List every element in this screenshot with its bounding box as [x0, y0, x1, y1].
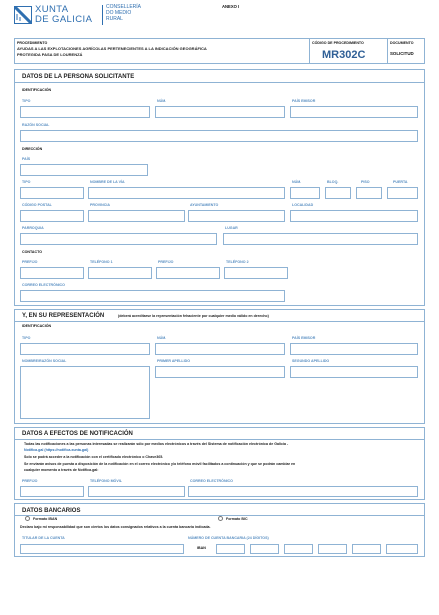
iban-group-2[interactable]	[250, 544, 279, 554]
dept-text-3: RURAL	[106, 16, 123, 22]
via-tipo-field[interactable]	[20, 187, 84, 199]
notification-line-4: Se enviarán avisos de puesta a disposición de la notificación en el correo electrónico y/o teléfono móvil facilitados a continuación y que se podrán cambiar en	[24, 462, 296, 466]
notification-line-2[interactable]: Notifica.gal (https://notifica.xunta.gal)	[24, 448, 89, 452]
nombre-via-field[interactable]	[88, 187, 285, 199]
titular-field[interactable]	[20, 544, 184, 554]
bloq-field[interactable]	[325, 187, 351, 199]
rep-num-label: NÚM.	[157, 336, 167, 340]
annex-label: ANEXO I	[222, 4, 240, 9]
logo-divider	[102, 5, 103, 25]
pais-label: PAÍS	[22, 157, 31, 161]
procedure-title-1: AYUDAS A LAS EXPLOTACIONES AGRÍCOLAS PERTENECIENTES A LA INDICACIÓN GEOGRÁFICA	[17, 46, 207, 51]
via-num-label: NÚM.	[292, 180, 302, 184]
rep-nombre-label: NOMBRE/RAZÓN SOCIAL	[22, 359, 67, 363]
num-field[interactable]	[155, 106, 285, 118]
doc-value: SOLICITUD	[390, 51, 414, 56]
iban-group-4[interactable]	[318, 544, 347, 554]
telefono2-label: TELÉFONO 2	[226, 260, 249, 264]
bank-declaration: Declaro bajo mi responsabilidad que son ciertos los datos consignados relativos a la cuenta bancaria indicada.	[20, 525, 211, 529]
iban-label: IBAN	[197, 546, 206, 550]
representative-title-rule	[14, 321, 425, 322]
telefono1-label: TELÉFONO 1	[90, 260, 113, 264]
ayuntamiento-label: AYUNTAMIENTO	[190, 203, 219, 207]
lugar-field[interactable]	[223, 233, 418, 245]
via-tipo-label: TIPO	[22, 180, 31, 184]
pais-emisor-label: PAÍS EMISOR	[292, 99, 316, 103]
iban-format-radio[interactable]	[25, 516, 30, 521]
iban-format-label: Formato IBAN	[33, 517, 58, 521]
xunta-logo	[14, 5, 104, 27]
logo-text-2: DE GALICIA	[35, 14, 93, 25]
prefijo1-label: PREFIJO	[22, 260, 38, 264]
doc-label: DOCUMENTO	[390, 41, 414, 45]
dept-text-2: DO MEDIO	[106, 10, 132, 16]
bank-title: DATOS BANCARIOS	[22, 508, 81, 514]
notification-title: DATOS A EFECTOS DE NOTIFICACIÓN	[22, 431, 133, 437]
rep-segundo-apellido-field[interactable]	[290, 366, 418, 378]
representative-title: Y, EN SU REPRESENTACIÓN	[22, 313, 105, 319]
prefijo1-field[interactable]	[20, 267, 84, 279]
notif-email-label: CORREO ELECTRÓNICO	[190, 479, 233, 483]
tipo-field[interactable]	[20, 106, 150, 118]
piso-label: PISO	[361, 180, 370, 184]
rep-pais-emisor-field[interactable]	[290, 343, 418, 355]
codigo-postal-field[interactable]	[20, 210, 84, 222]
telefono1-field[interactable]	[88, 267, 152, 279]
provincia-field[interactable]	[88, 210, 185, 222]
parroquia-field[interactable]	[20, 233, 217, 245]
telefono2-field[interactable]	[224, 267, 288, 279]
iban-group-1[interactable]	[216, 544, 245, 554]
code-divider	[309, 38, 310, 64]
notif-telefono-label: TELÉFONO MÓVIL	[90, 479, 122, 483]
rep-num-field[interactable]	[155, 343, 285, 355]
notification-line-3: Solo se podrá acceder a la notificación con el certificado electrónico o Chave365.	[24, 455, 164, 459]
bic-format-radio[interactable]	[218, 516, 223, 521]
notification-line-5: cualquier momento a través de Notifica.gal:	[24, 468, 99, 472]
notif-prefijo-label: PREFIJO	[22, 479, 38, 483]
email-label: CORREO ELECTRÓNICO	[22, 283, 65, 287]
iban-group-5[interactable]	[352, 544, 381, 554]
piso-field[interactable]	[356, 187, 382, 199]
ayuntamiento-field[interactable]	[188, 210, 285, 222]
galicia-flag-icon	[14, 6, 32, 24]
contacto-heading: CONTACTO	[22, 250, 43, 254]
account-number-label: NÚMERO DE CUENTA BANCARIA (24 DÍGITOS)	[188, 536, 269, 540]
num-label: NÚM.	[157, 99, 167, 103]
lugar-label: LUGAR	[225, 226, 238, 230]
localidad-field[interactable]	[290, 210, 418, 222]
rep-pais-emisor-label: PAÍS EMISOR	[292, 336, 316, 340]
codigo-postal-label: CÓDIGO POSTAL	[22, 203, 52, 207]
applicant-title: DATOS DE LA PERSONA SOLICITANTE	[22, 74, 135, 80]
notif-email-field[interactable]	[188, 486, 418, 497]
pais-emisor-field[interactable]	[290, 106, 418, 118]
procedure-title-2: PROTEGIDA PASA DE LOURENZÁ	[17, 52, 83, 57]
rep-tipo-field[interactable]	[20, 343, 150, 355]
notification-line-1: Todas las notificaciones a las personas interesadas se realizarán sólo por medios electrónicos a través del Sistema de notificación electrónica de Galicia -	[24, 442, 289, 446]
via-num-field[interactable]	[290, 187, 320, 199]
puerta-field[interactable]	[387, 187, 418, 199]
localidad-label: LOCALIDAD	[292, 203, 314, 207]
provincia-label: PROVINCIA	[90, 203, 110, 207]
logo-text-1: XUNTA	[35, 4, 69, 15]
tipo-label: TIPO	[22, 99, 31, 103]
nombre-via-label: NOMBRE DE LA VÍA	[90, 180, 125, 184]
iban-group-3[interactable]	[284, 544, 313, 554]
prefijo2-field[interactable]	[156, 267, 220, 279]
code-value: MR302C	[322, 49, 366, 61]
representative-note: (deberá acreditarse la representación fehaciente por cualquier medio válido en derecho)	[118, 314, 269, 318]
parroquia-label: PARROQUIA	[22, 226, 44, 230]
dept-text-1: CONSELLERÍA	[106, 4, 142, 10]
direccion-heading: DIRECCIÓN	[22, 147, 43, 151]
code-label: CÓDIGO DE PROCEDIMIENTO	[312, 41, 364, 45]
rep-primer-apellido-label: PRIMER APELLIDO	[157, 359, 191, 363]
prefijo2-label: PREFIJO	[158, 260, 174, 264]
rep-nombre-field[interactable]	[20, 366, 150, 419]
notification-title-rule	[14, 439, 425, 440]
notif-telefono-field[interactable]	[88, 486, 185, 497]
rep-segundo-apellido-label: SEGUNDO APELLIDO	[292, 359, 330, 363]
identification-heading: IDENTIFICACIÓN	[22, 88, 52, 92]
titular-label: TITULAR DE LA CUENTA	[22, 536, 65, 540]
rep-identification-heading: IDENTIFICACIÓN	[22, 324, 52, 328]
iban-group-6[interactable]	[386, 544, 418, 554]
razon-social-field[interactable]	[20, 130, 418, 142]
bic-format-label: Formato BIC	[226, 517, 248, 521]
email-field[interactable]	[20, 290, 285, 302]
puerta-label: PUERTA	[393, 180, 408, 184]
applicant-title-rule	[14, 82, 425, 83]
rep-primer-apellido-field[interactable]	[155, 366, 285, 378]
rep-tipo-label: TIPO	[22, 336, 31, 340]
doc-divider	[387, 38, 388, 64]
bloq-label: BLOQ.	[327, 180, 339, 184]
razon-social-label: RAZÓN SOCIAL	[22, 123, 50, 127]
procedure-label: PROCEDIMIENTO	[17, 41, 48, 45]
pais-field[interactable]	[20, 164, 148, 176]
notif-prefijo-field[interactable]	[20, 486, 84, 497]
